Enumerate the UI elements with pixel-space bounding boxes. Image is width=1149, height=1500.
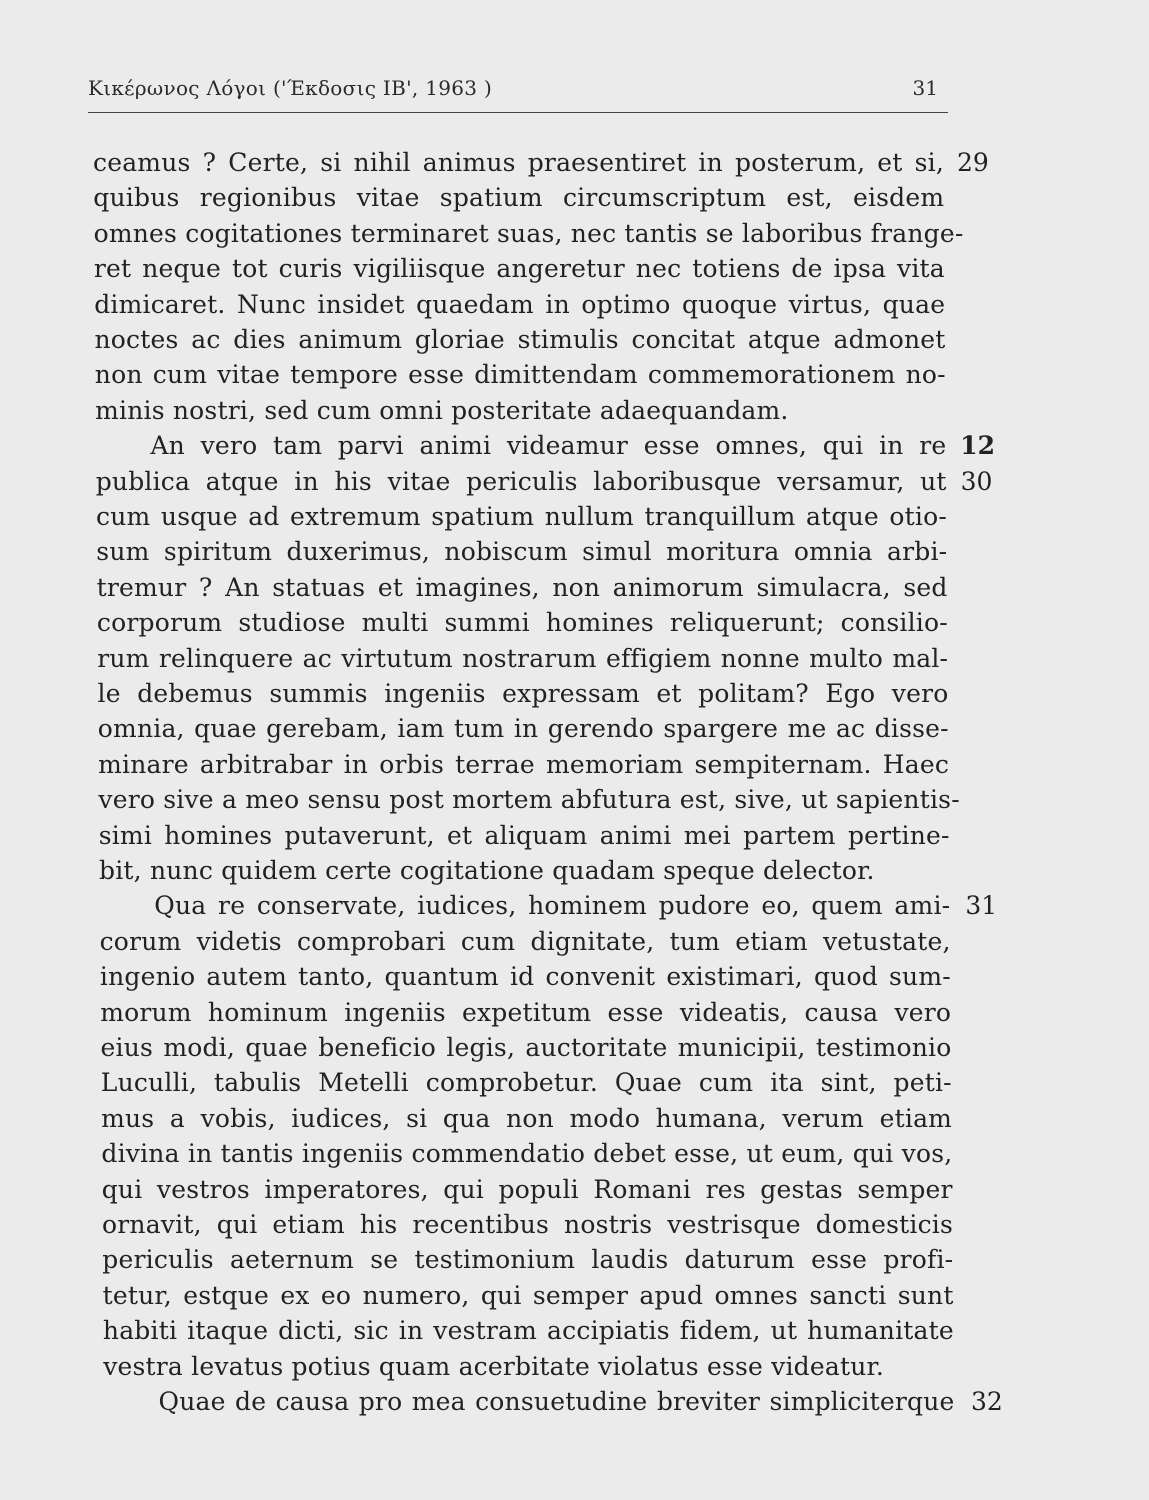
line-text: divina in tantis ingeniis commendatio debet esse, ut eum, qui vos, [101, 1139, 953, 1169]
text-line [0, 1243, 1149, 1279]
text-line [0, 819, 1149, 855]
text-line [0, 889, 1149, 925]
text-line [0, 181, 1149, 217]
text-line [0, 960, 1149, 996]
text-line [0, 996, 1149, 1032]
text-line [0, 677, 1149, 713]
line-text: omnia, quae gerebam, iam tum in gerendo spargere me ac disse- [97, 714, 949, 744]
line-text: corum videtis comprobari cum dignitate, tum etiam vetustate, [99, 926, 951, 956]
line-text: tetur, estque ex eo numero, qui semper apud omnes sancti sunt [102, 1280, 954, 1310]
text-line [0, 748, 1149, 784]
line-text: noctes ac dies animum gloriae stimulis concitat atque admonet [94, 325, 946, 354]
line-text: tremur ? An statuas et imagines, non animorum simulacra, sed [96, 572, 948, 602]
text-line [0, 1385, 1149, 1421]
text-line [0, 252, 1149, 288]
line-text: ceamus ? Certe, si nihil animus praesentiret in posterum, et si, [93, 148, 944, 177]
text-line [0, 465, 1149, 501]
text-line [0, 1314, 1149, 1350]
line-text: An vero tam parvi animi videamur esse omnes, qui in re [150, 431, 947, 461]
margin-line-number: 31 [965, 891, 998, 921]
text-line [0, 712, 1149, 748]
line-text: omnes cogitationes terminaret suas, nec tantis se laboribus frange- [93, 218, 964, 248]
line-text: minis nostri, sed cum omni posteritate adaequandam. [95, 395, 789, 425]
line-text: publica atque in his vitae periculis laboribusque versamur, ut [95, 466, 947, 496]
margin-line-number: 29 [957, 148, 989, 177]
line-text: habiti itaque dicti, sic in vestram accipiatis fidem, ut humanitate [102, 1316, 954, 1346]
line-text: Quae de causa pro mea consuetudine breviter simpliciterque [158, 1387, 955, 1416]
text-line [0, 1031, 1149, 1067]
text-line [0, 642, 1149, 678]
text-line [0, 1208, 1149, 1244]
line-text: ret neque tot curis vigiliisque angeretur nec totiens de ipsa vita [93, 254, 945, 284]
text-line [0, 394, 1149, 430]
text-line [0, 429, 1149, 465]
line-text: le debemus summis ingeniis expressam et politam? Ego vero [97, 679, 949, 708]
page-number: 31 [912, 76, 938, 100]
text-line [0, 606, 1149, 642]
line-text: cum usque ad extremum spatium nullum tranquillum atque otio- [96, 502, 947, 531]
margin-line-number: 32 [971, 1387, 1003, 1416]
line-text: periculis aeternum se testimonium laudis daturum esse profi- [102, 1245, 954, 1275]
line-text: non cum vitae tempore esse dimittendam commemorationem no- [94, 360, 946, 390]
line-text: sum spiritum duxerimus, nobiscum simul moritura omnia arbi- [96, 537, 948, 567]
text-line [0, 500, 1149, 536]
line-text: mus a vobis, iudices, si qua non modo humana, verum etiam [101, 1103, 953, 1133]
line-text: morum hominum ingeniis expetitum esse videatis, causa vero [100, 997, 952, 1027]
text-line [0, 854, 1149, 890]
text-line [0, 1173, 1149, 1209]
text-line [0, 358, 1149, 394]
line-text: Qua re conservate, iudices, hominem pudore eo, quem ami- [154, 891, 951, 921]
text-line [0, 571, 1149, 607]
line-text: ornavit, qui etiam his recentibus nostris vestrisque domesticis [102, 1210, 953, 1239]
text-line [0, 1350, 1149, 1386]
line-text: vero sive a meo sensu post mortem abfutura est, sive, ut sapientis- [98, 785, 960, 815]
line-text: ingenio autem tanto, quantum id convenit existimari, quod sum- [99, 962, 951, 992]
margin-line-number: 30 [960, 466, 993, 496]
text-line [0, 323, 1149, 359]
line-text: rum relinquere ac virtutum nostrarum effigiem nonne multo mal- [97, 643, 949, 673]
line-text: minare arbitrabar in orbis terrae memoriam sempiternam. Haec [98, 749, 950, 779]
line-text: quibus regionibus vitae spatium circumscriptum est, eisdem [93, 183, 945, 213]
line-text: qui vestros imperatores, qui populi Romani res gestas semper [101, 1174, 953, 1204]
text-line [0, 925, 1149, 961]
line-text: eius modi, quae beneficio legis, auctoritate municipii, testimonio [100, 1033, 952, 1062]
line-text: simi homines putaverunt, et aliquam animi mei partem pertine- [98, 820, 950, 850]
text-line [0, 1137, 1149, 1173]
line-text: dimicaret. Nunc insidet quaedam in optimo quoque virtus, quae [94, 289, 946, 319]
text-line [0, 146, 1149, 182]
line-text: Luculli, tabulis Metelli comprobetur. Quae cum ita sint, peti- [100, 1068, 952, 1098]
text-line [0, 1102, 1149, 1138]
header-title: Κικέρωνος Λόγοι ('Έκδοσις ΙΒ', 1963 ) [88, 76, 493, 100]
margin-line-number: 12 [960, 431, 995, 461]
text-line [0, 217, 1149, 253]
text-line [0, 1066, 1149, 1102]
line-text: bit, nunc quidem certe cogitatione quadam speque delector. [99, 856, 875, 885]
text-line [0, 1279, 1149, 1315]
text-line [0, 288, 1149, 324]
line-text: vestra levatus potius quam acerbitate violatus esse videatur. [103, 1351, 885, 1381]
text-line [0, 535, 1149, 571]
running-header [88, 72, 948, 113]
line-text: corporum studiose multi summi homines reliquerunt; consilio- [96, 608, 948, 638]
text-line [0, 783, 1149, 819]
